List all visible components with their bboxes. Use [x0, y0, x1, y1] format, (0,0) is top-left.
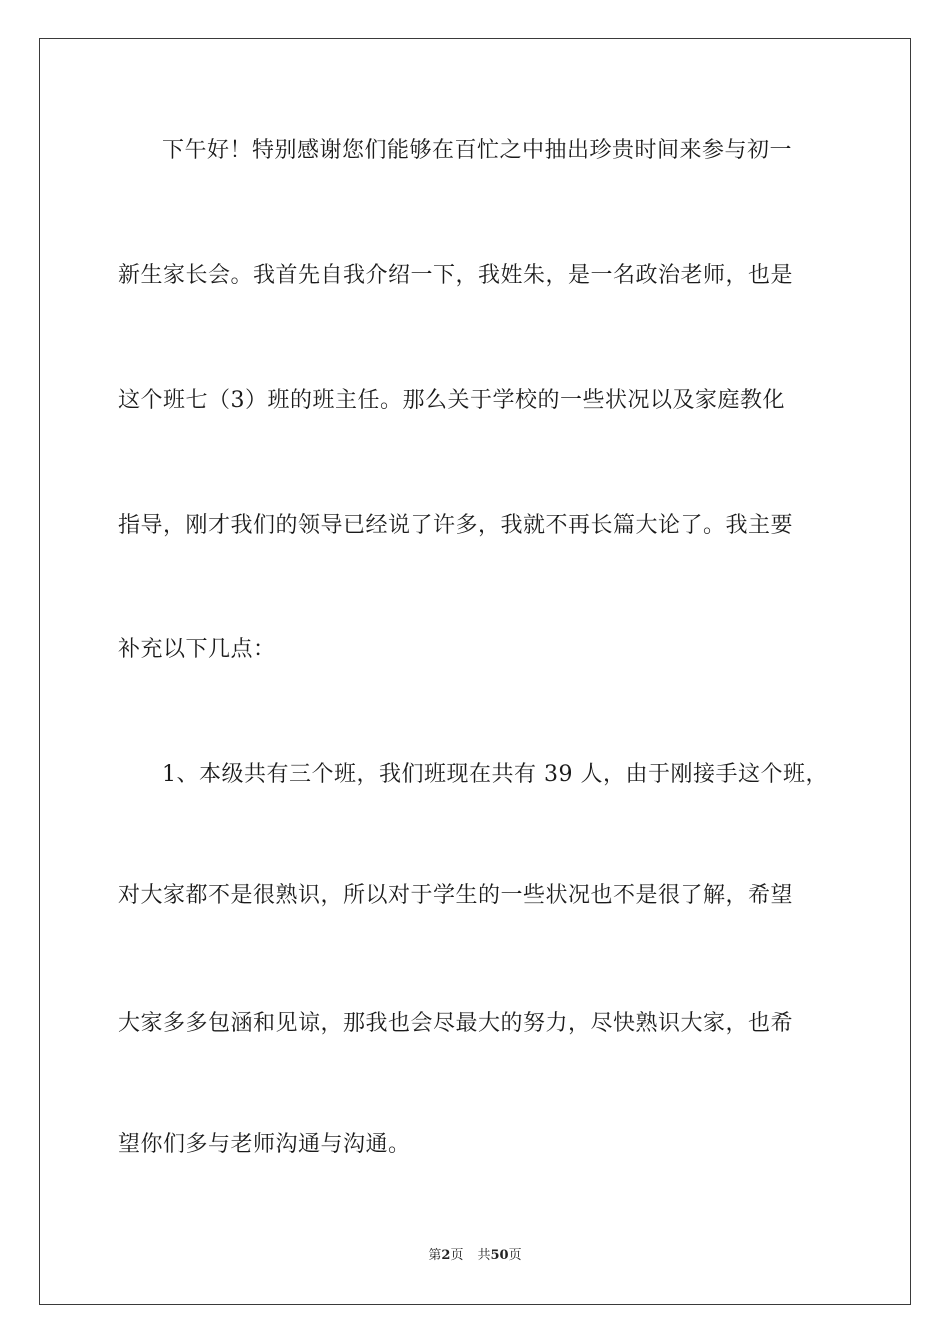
list-item-line-3: 大家多多包涵和见谅，那我也会尽最大的努力，尽快熟识大家，也希 [118, 1011, 794, 1036]
total-pages: 50 [490, 1248, 509, 1263]
page-number: 2 [441, 1248, 451, 1263]
page-prefix: 第 [428, 1248, 442, 1263]
list-item-line-2: 对大家都不是很熟识，所以对于学生的一些状况也不是很了解，希望 [118, 883, 794, 908]
list-item-line-4: 望你们多与老师沟通与沟通。 [118, 1132, 411, 1157]
paragraph-line-4: 指导，刚才我们的领导已经说了许多，我就不再长篇大论了。我主要 [118, 513, 794, 538]
total-suffix: 页 [508, 1248, 522, 1263]
page-suffix: 页 [450, 1248, 464, 1263]
page-border [39, 38, 911, 1305]
paragraph-line-3: 这个班七（3）班的班主任。那么关于学校的一些状况以及家庭教化 [118, 388, 785, 413]
paragraph-line-5: 补充以下几点： [118, 637, 276, 662]
paragraph-line-2: 新生家长会。我首先自我介绍一下，我姓朱，是一名政治老师，也是 [118, 263, 794, 288]
paragraph-line-1: 下午好！特别感谢您们能够在百忙之中抽出珍贵时间来参与初一 [162, 138, 793, 163]
total-prefix: 共 [477, 1248, 491, 1263]
page-footer [0, 1248, 950, 1264]
list-item-line-1: 1、本级共有三个班，我们班现在共有 39 人，由于刚接手这个班， [162, 762, 828, 787]
